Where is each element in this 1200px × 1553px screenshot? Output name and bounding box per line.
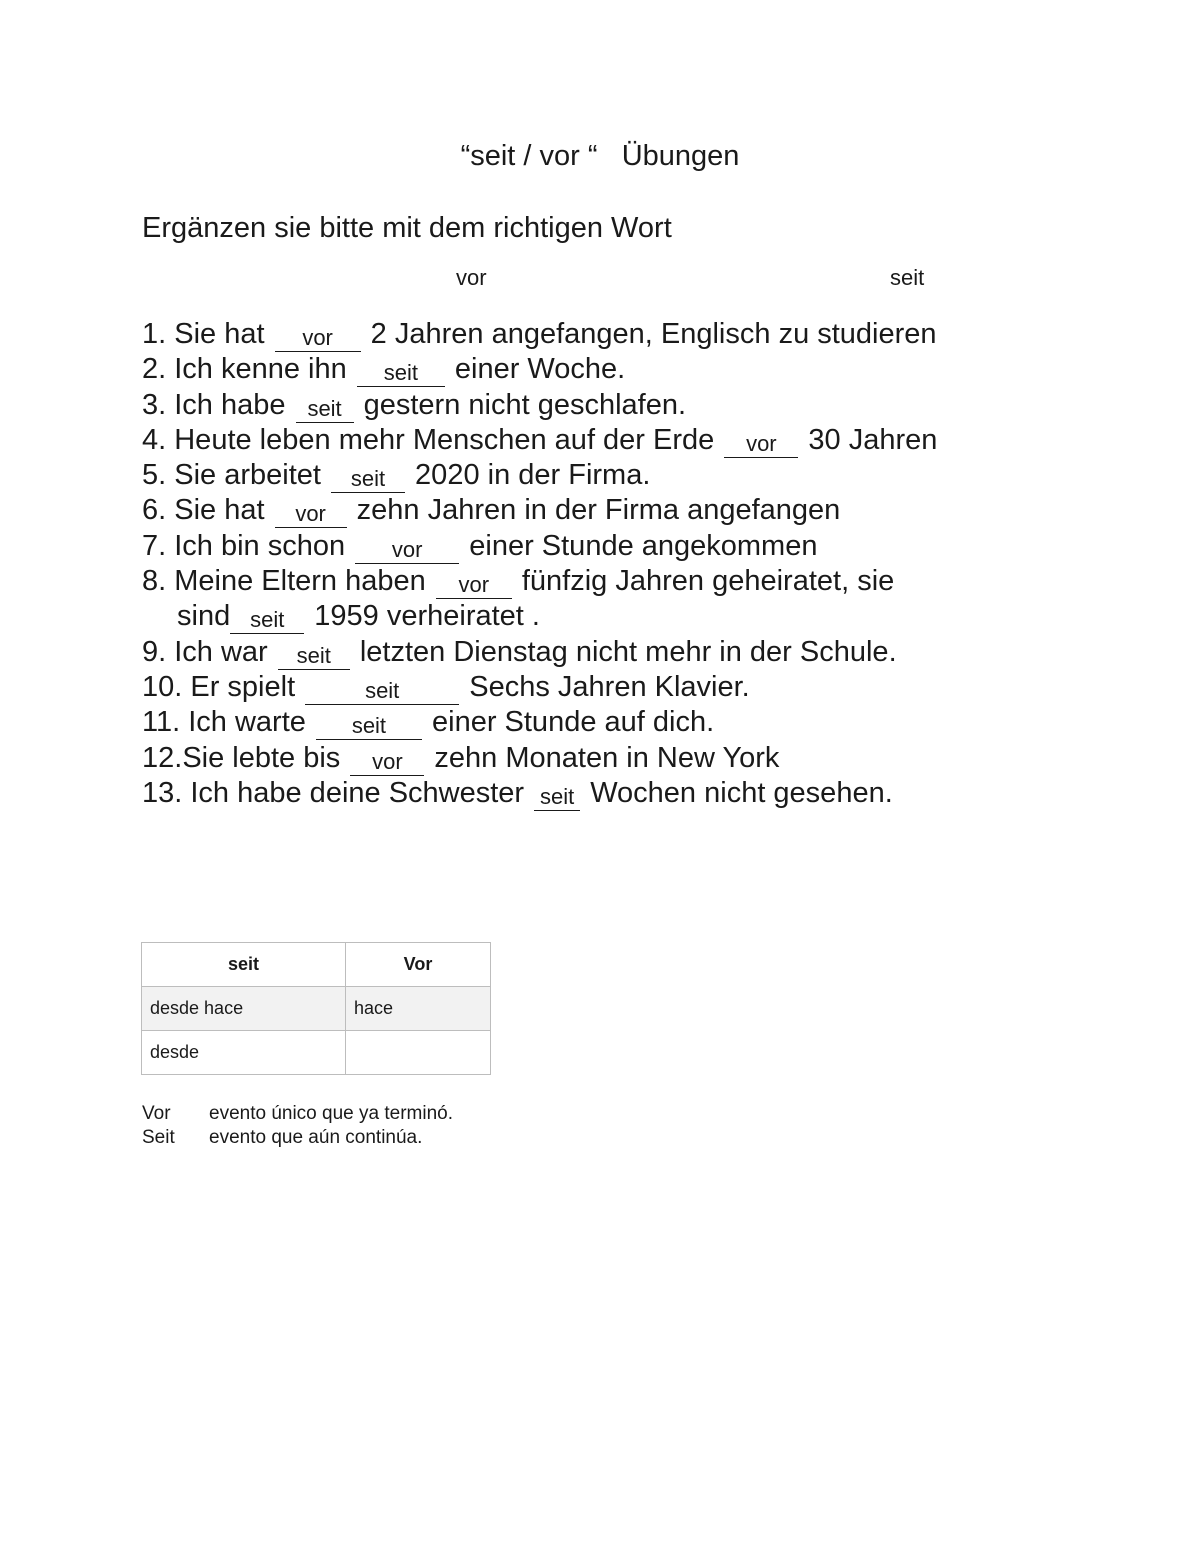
exercise-text: einer Woche. xyxy=(446,353,626,386)
answer-blank: vor xyxy=(436,572,512,599)
exercise-3 xyxy=(142,388,1142,423)
exercise-text: 2 Jahren angefangen, Englisch zu studieren xyxy=(362,318,937,350)
exercise-text: 1. Sie hat xyxy=(142,318,273,350)
answer-blank: vor xyxy=(275,325,361,352)
table-cell xyxy=(346,1031,491,1075)
note-text: evento que aún continúa. xyxy=(209,1127,423,1148)
exercise-text: 10. Er spielt xyxy=(142,670,304,703)
exercise-text: 13. Ich habe deine Schwester xyxy=(142,776,533,809)
answer-blank: seit xyxy=(357,360,445,387)
exercise-text: 3. Ich habe xyxy=(142,388,294,421)
page-title: “seit / vor “ Übungen xyxy=(460,140,740,172)
exercise-text: 30 Jahren xyxy=(800,423,938,456)
reference-table xyxy=(141,942,491,1075)
note-seit xyxy=(142,1126,453,1150)
answer-blank: seit xyxy=(230,607,304,634)
exercise-7 xyxy=(142,529,1142,564)
table-cell: desde xyxy=(142,1031,346,1075)
answer-blank: vor xyxy=(350,749,424,776)
answer-blank: vor xyxy=(355,537,459,564)
table-cell: desde hace xyxy=(142,987,346,1031)
table-row xyxy=(142,1031,491,1075)
exercise-text: 2. Ich kenne ihn xyxy=(142,353,355,386)
exercise-10 xyxy=(142,670,1142,705)
exercise-text: einer Stunde auf dich. xyxy=(423,706,715,739)
exercise-13 xyxy=(142,776,1142,811)
answer-blank: vor xyxy=(724,431,798,458)
table-header-row xyxy=(142,943,491,987)
exercise-text: 9. Ich war xyxy=(142,635,276,668)
exercise-2 xyxy=(142,352,1142,387)
exercise-text: Sechs Jahren Klavier. xyxy=(461,670,750,703)
exercise-9 xyxy=(142,635,1142,670)
table-cell: hace xyxy=(346,987,491,1031)
exercise-text: 2020 in der Firma. xyxy=(407,459,651,492)
note-term: Vor xyxy=(142,1103,171,1124)
exercise-text: einer Stunde angekommen xyxy=(461,529,818,562)
option-vor: vor xyxy=(456,265,487,290)
option-seit: seit xyxy=(890,265,925,290)
answer-blank: seit xyxy=(534,784,580,811)
exercise-11 xyxy=(142,705,1142,740)
note-text: evento único que ya terminó. xyxy=(209,1103,453,1124)
answer-blank: seit xyxy=(331,466,405,493)
exercise-text: 1959 verheiratet . xyxy=(306,600,540,633)
answer-blank: seit xyxy=(305,678,459,705)
exercise-text: 6. Sie hat xyxy=(142,494,273,527)
exercise-6 xyxy=(142,493,1142,528)
exercise-text: 8. Meine Eltern haben xyxy=(142,565,434,598)
exercise-1 xyxy=(142,317,1142,352)
note-term: Seit xyxy=(142,1127,175,1148)
notes xyxy=(142,1102,453,1150)
answer-blank: seit xyxy=(278,643,350,670)
exercise-8-continued xyxy=(142,599,1142,634)
exercise-8 xyxy=(142,564,1142,599)
instruction: Ergänzen sie bitte mit dem richtigen Wort xyxy=(142,212,672,244)
table-header: seit xyxy=(142,943,346,987)
exercise-text: fünfzig Jahren geheiratet, sie xyxy=(513,565,895,598)
exercise-text: 5. Sie arbeitet xyxy=(142,459,329,492)
exercise-12 xyxy=(142,741,1142,776)
exercise-text: 4. Heute leben mehr Menschen auf der Erde xyxy=(142,423,723,456)
answer-blank: seit xyxy=(316,713,422,740)
exercise-text: letzten Dienstag nicht mehr in der Schule. xyxy=(351,635,897,668)
note-vor xyxy=(142,1102,453,1126)
answer-blank: seit xyxy=(296,396,354,423)
exercise-text: zehn Monaten in New York xyxy=(426,741,780,774)
exercise-list xyxy=(142,317,1142,811)
exercise-text: Wochen nicht gesehen. xyxy=(582,776,893,809)
exercise-4 xyxy=(142,423,1142,458)
table-header: Vor xyxy=(346,943,491,987)
exercise-text: zehn Jahren in der Firma angefangen xyxy=(348,494,841,527)
table-row xyxy=(142,987,491,1031)
exercise-text: 11. Ich warte xyxy=(142,706,314,739)
exercise-5 xyxy=(142,458,1142,493)
exercise-text: 7. Ich bin schon xyxy=(142,529,354,562)
exercise-text: 12.Sie lebte bis xyxy=(142,741,349,774)
exercise-text: sind xyxy=(177,600,231,633)
answer-blank: vor xyxy=(275,501,347,528)
exercise-text: gestern nicht geschlafen. xyxy=(355,388,687,421)
